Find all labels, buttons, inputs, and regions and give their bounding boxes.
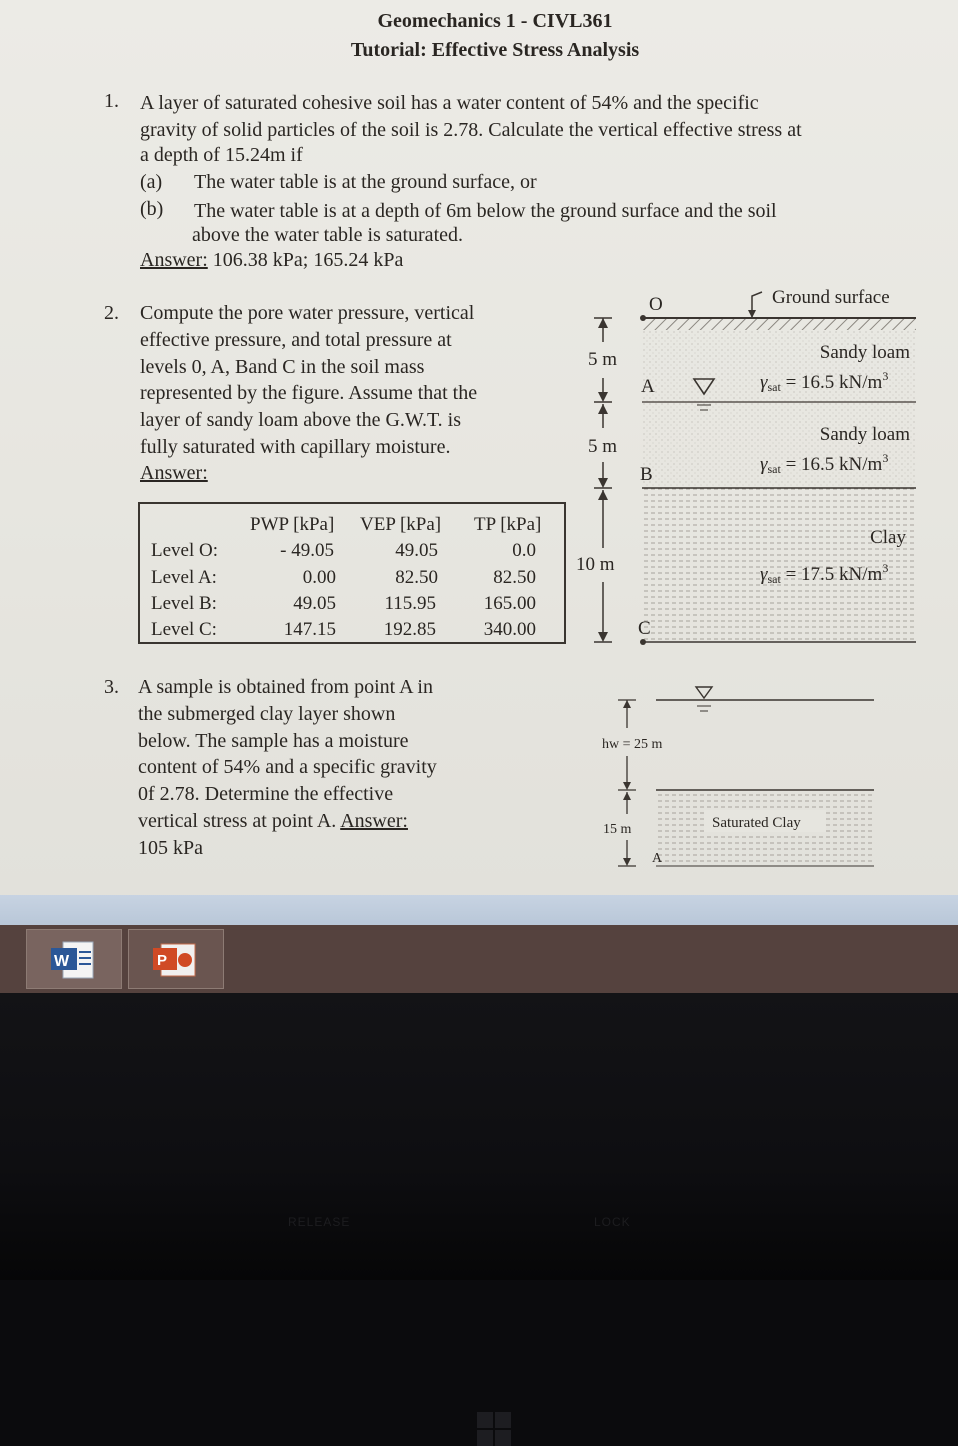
q2-line-4: represented by the figure. Assume that the xyxy=(140,382,478,404)
gamma-sub: sat xyxy=(767,380,781,394)
word-glyph: W xyxy=(54,953,70,970)
point-a-label: A xyxy=(641,376,655,397)
arrow-down-icon xyxy=(623,782,631,790)
q2-line-1: Compute the pore water pressure, vertical xyxy=(140,302,475,324)
table-header-tp: TP [kPa] xyxy=(474,514,542,535)
dim-5m-upper: 5 m xyxy=(588,349,618,370)
device-bezel xyxy=(0,993,958,1280)
taskbar-powerpoint-button[interactable] xyxy=(128,929,224,989)
point-o-dot xyxy=(640,315,646,321)
gamma-value: = 16.5 kN/m xyxy=(780,372,883,393)
gamma-value: = 16.5 kN/m xyxy=(780,454,883,475)
point-a-label: A xyxy=(652,851,663,866)
water-table-icon xyxy=(696,687,712,698)
arrow-up-icon xyxy=(598,404,608,414)
q3-line-6-text: vertical stress at point A. xyxy=(138,810,337,832)
point-c-label: C xyxy=(638,618,651,639)
table-cell-tp: 340.00 xyxy=(483,619,536,640)
ground-hatch xyxy=(642,318,916,330)
windows-logo-icon[interactable] xyxy=(477,1412,511,1446)
q1-line-1: A layer of saturated cohesive soil has a water content of 54% and the specific xyxy=(140,92,759,114)
course-title: Geomechanics 1 - CIVL361 xyxy=(377,10,613,32)
taskbar-word-button[interactable] xyxy=(26,929,122,989)
q3-line-4: content of 54% and a specific gravity xyxy=(138,756,437,778)
arrow-up-icon xyxy=(598,490,608,500)
bezel-release-label: RELEASE xyxy=(288,1215,351,1229)
arrow-up-icon xyxy=(623,700,631,708)
table-cell-vep: 49.05 xyxy=(395,540,438,561)
q1-part-b-label: (b) xyxy=(140,198,164,220)
q1-part-a: The water table is at the ground surface, or xyxy=(194,171,537,193)
q1-part-a-label: (a) xyxy=(140,171,163,193)
table-cell-pwp: 0.00 xyxy=(302,567,336,588)
q2-line-6: fully saturated with capillary moisture. xyxy=(140,436,451,458)
layer3-name: Clay xyxy=(870,527,906,548)
table-header-pwp: PWP [kPa] xyxy=(250,514,335,535)
arrow-down-icon xyxy=(598,632,608,642)
gamma-exp: 3 xyxy=(882,369,889,383)
q2-answer-label: Answer: xyxy=(140,462,208,484)
table-cell-vep: 82.50 xyxy=(395,567,438,588)
point-b-label: B xyxy=(640,464,653,485)
submerged-clay-diagram xyxy=(602,687,874,866)
powerpoint-glyph: P xyxy=(157,952,168,969)
layer2-name: Sandy loam xyxy=(819,424,910,445)
q3-number: 3. xyxy=(104,676,119,698)
arrow-down-icon xyxy=(598,392,608,402)
table-cell-tp: 82.50 xyxy=(493,567,536,588)
table-cell-pwp: - 49.05 xyxy=(280,540,334,561)
q3-line-1: A sample is obtained from point A in xyxy=(138,676,433,698)
dim-5m-lower: 5 m xyxy=(588,436,618,457)
arrow-up-icon xyxy=(598,318,608,328)
q1-line-3: a depth of 15.24m if xyxy=(140,144,303,166)
q2-line-3: levels 0, A, Band C in the soil mass xyxy=(140,356,425,378)
saturated-clay-label: Saturated Clay xyxy=(712,815,801,831)
table-header-vep: VEP [kPa] xyxy=(360,514,442,535)
table-row-level: Level C: xyxy=(151,619,217,640)
q1-part-b-line-2: above the water table is saturated. xyxy=(192,224,463,246)
q2-number: 2. xyxy=(104,302,119,324)
gamma-sub: sat xyxy=(767,572,781,586)
table-cell-tp: 165.00 xyxy=(483,593,536,614)
table-row-level: Level A: xyxy=(151,567,217,588)
q3-line-5: 0f 2.78. Determine the effective xyxy=(138,783,394,805)
gamma-symbol: γ xyxy=(760,564,768,585)
dim-10m: 10 m xyxy=(576,554,615,575)
table-cell-pwp: 147.15 xyxy=(283,619,336,640)
q2-line-2: effective pressure, and total pressure at xyxy=(140,329,452,351)
gamma-sub: sat xyxy=(767,462,781,476)
q1-number: 1. xyxy=(104,90,119,112)
tutorial-title: Tutorial: Effective Stress Analysis xyxy=(350,39,640,61)
table-row-level: Level B: xyxy=(151,593,217,614)
gamma-symbol: γ xyxy=(760,454,768,475)
table-cell-vep: 192.85 xyxy=(383,619,436,640)
q1-answer-label: Answer: xyxy=(140,249,208,271)
q3-answer-label: Answer: xyxy=(340,810,408,832)
taskbar xyxy=(0,925,958,993)
depth-15m-label: 15 m xyxy=(603,822,632,837)
q1-line-2: gravity of solid particles of the soil is 2.78. Calculate the vertical effective stress at xyxy=(140,119,802,141)
bezel-lock-label: LOCK xyxy=(594,1215,631,1229)
arrow-down-icon xyxy=(598,478,608,488)
soil-profile-diagram xyxy=(576,287,916,645)
table-cell-pwp: 49.05 xyxy=(293,593,336,614)
ground-arrow-head xyxy=(748,310,756,318)
gamma-exp: 3 xyxy=(882,561,889,575)
status-strip xyxy=(0,895,958,925)
table-row-level: Level O: xyxy=(151,540,219,561)
ground-surface-label: Ground surface xyxy=(772,287,890,308)
word-icon xyxy=(49,940,99,980)
powerpoint-icon xyxy=(151,940,201,980)
hw-label: hw = 25 m xyxy=(602,737,663,752)
arrow-down-icon xyxy=(623,858,631,866)
gamma-exp: 3 xyxy=(882,451,889,465)
q2-line-5: layer of sandy loam above the G.W.T. is xyxy=(140,409,462,431)
q3-answer-value: 105 kPa xyxy=(138,837,203,859)
q3-line-2: the submerged clay layer shown xyxy=(138,703,396,725)
point-c-dot xyxy=(640,639,646,645)
table-cell-vep: 115.95 xyxy=(384,593,436,614)
arrow-up-icon xyxy=(623,792,631,800)
q3-line-3: below. The sample has a moisture xyxy=(138,730,409,752)
gamma-symbol: γ xyxy=(760,372,768,393)
table-cell-tp: 0.0 xyxy=(512,540,536,561)
q1-answer-value: 106.38 kPa; 165.24 kPa xyxy=(212,249,404,271)
layer1-name: Sandy loam xyxy=(819,342,910,363)
gamma-value: = 17.5 kN/m xyxy=(780,564,883,585)
q1-part-b-line-1: The water table is at a depth of 6m below the ground surface and the soil xyxy=(194,200,777,222)
point-o-label: O xyxy=(649,294,663,315)
